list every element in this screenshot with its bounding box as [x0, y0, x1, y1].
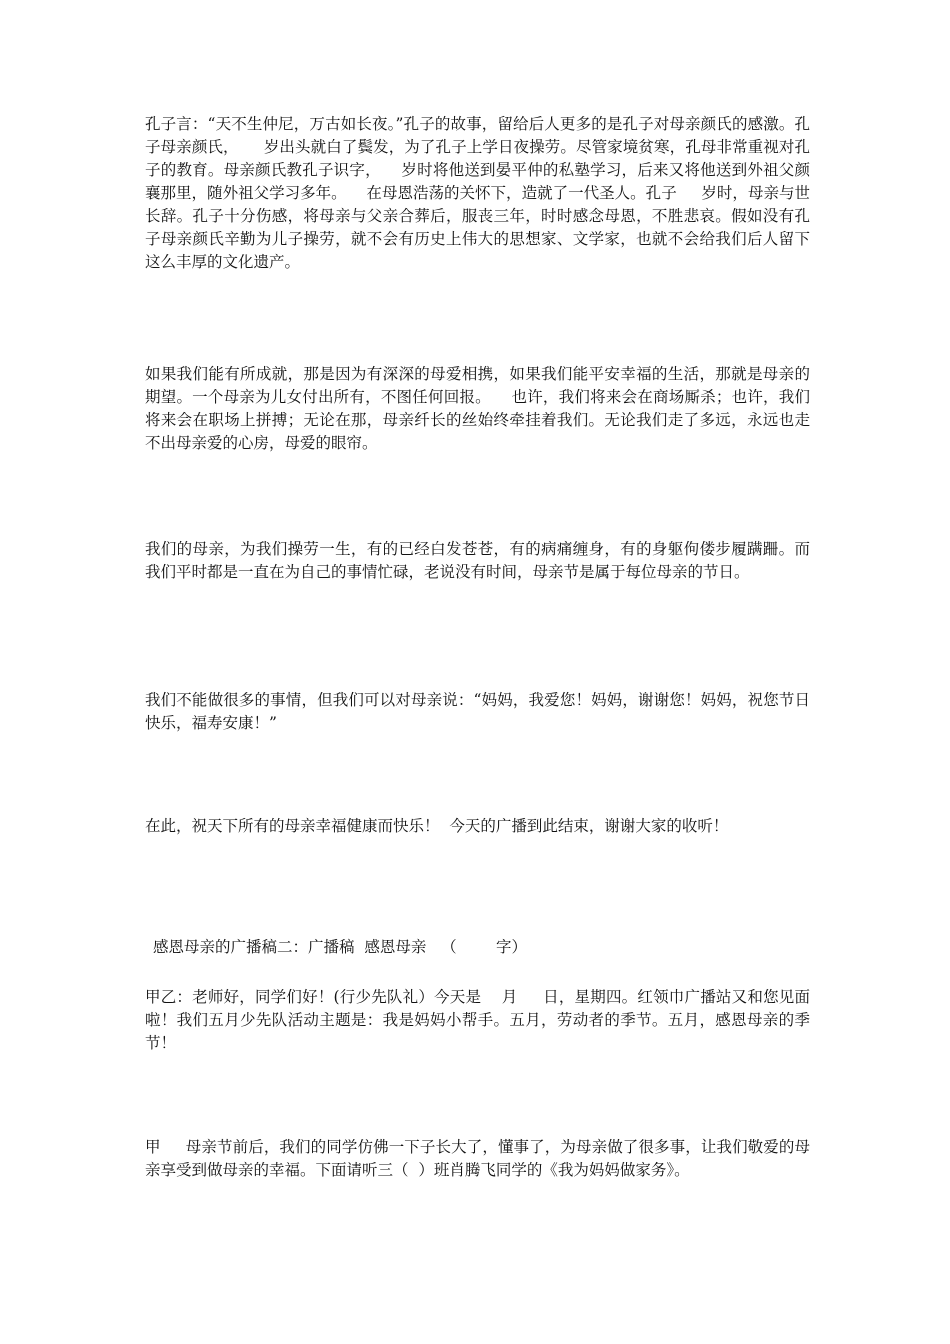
paragraph-housework: 甲 母亲节前后，我们的同学仿佛一下子长大了，懂事了，为母亲做了很多事，让我们敬爱的母亲享受到做母亲的幸福。下面请听三（ ）班肖腾飞同学的《我为妈妈做家务》。 [145, 1138, 810, 1179]
section-heading: 感恩母亲的广播稿二：广播稿 感恩母亲 （ 字） [153, 938, 528, 956]
paragraph-closing: 在此，祝天下所有的母亲幸福健康而快乐！ 今天的广播到此结束，谢谢大家的收听！ [145, 817, 729, 835]
paragraph-mother-love: 如果我们能有所成就，那是因为有深深的母爱相携，如果我们能平安幸福的生活，那就是母亲的期望。一个母亲为儿女付出所有，不图任何回报。 也许，我们将来会在商场厮杀；也许，我们将来会在职场上拼搏；无论在那，母亲纤长的丝始终牵挂着我们。无论我们走了多远，永远也走不出母亲爱的心房，母爱的眼帘。 [145, 365, 810, 452]
paragraph-greeting: 甲乙：老师好，同学们好！(行少先队礼）今天是 月 日，星期四。红领巾广播站又和您见面啦！我们五月少先队活动主题是：我是妈妈小帮手。五月，劳动者的季节。五月，感恩母亲的季节！ [145, 988, 810, 1052]
paragraph-confucius-mother: 孔子言：“天不生仲尼，万古如长夜。”孔子的故事，留给后人更多的是孔子对母亲颜氏的感激。孔子母亲颜氏， 岁出头就白了鬓发，为了孔子上学日夜操劳。尽管家境贫寒，孔母非常重视对孔子的教育。母亲颜氏教孔子识字， 岁时将他送到晏平仲的私塾学习，后来又将他送到外祖父颜襄那里，随外祖父学习多年。 在母恩浩荡的关怀下，造就了一代圣人。孔子 岁时，母亲与世长辞。孔子十分伤感，将母亲与父亲合葬后，服丧三年，时时感念母恩，不胜悲哀。假如没有孔子母亲颜氏辛勤为儿子操劳，就不会有历史上伟大的思想家、文学家，也就不会给我们后人留下这么丰厚的文化遗产。 [145, 115, 810, 271]
paragraph-our-mothers: 我们的母亲，为我们操劳一生，有的已经白发苍苍，有的病痛缠身，有的身躯佝偻步履蹒跚。而我们平时都是一直在为自己的事情忙碌，老说没有时间，母亲节是属于每位母亲的节日。 [145, 540, 810, 581]
paragraph-say-to-mother: 我们不能做很多的事情，但我们可以对母亲说：“妈妈，我爱您！妈妈，谢谢您！妈妈，祝您节日快乐，福寿安康！” [145, 691, 810, 732]
